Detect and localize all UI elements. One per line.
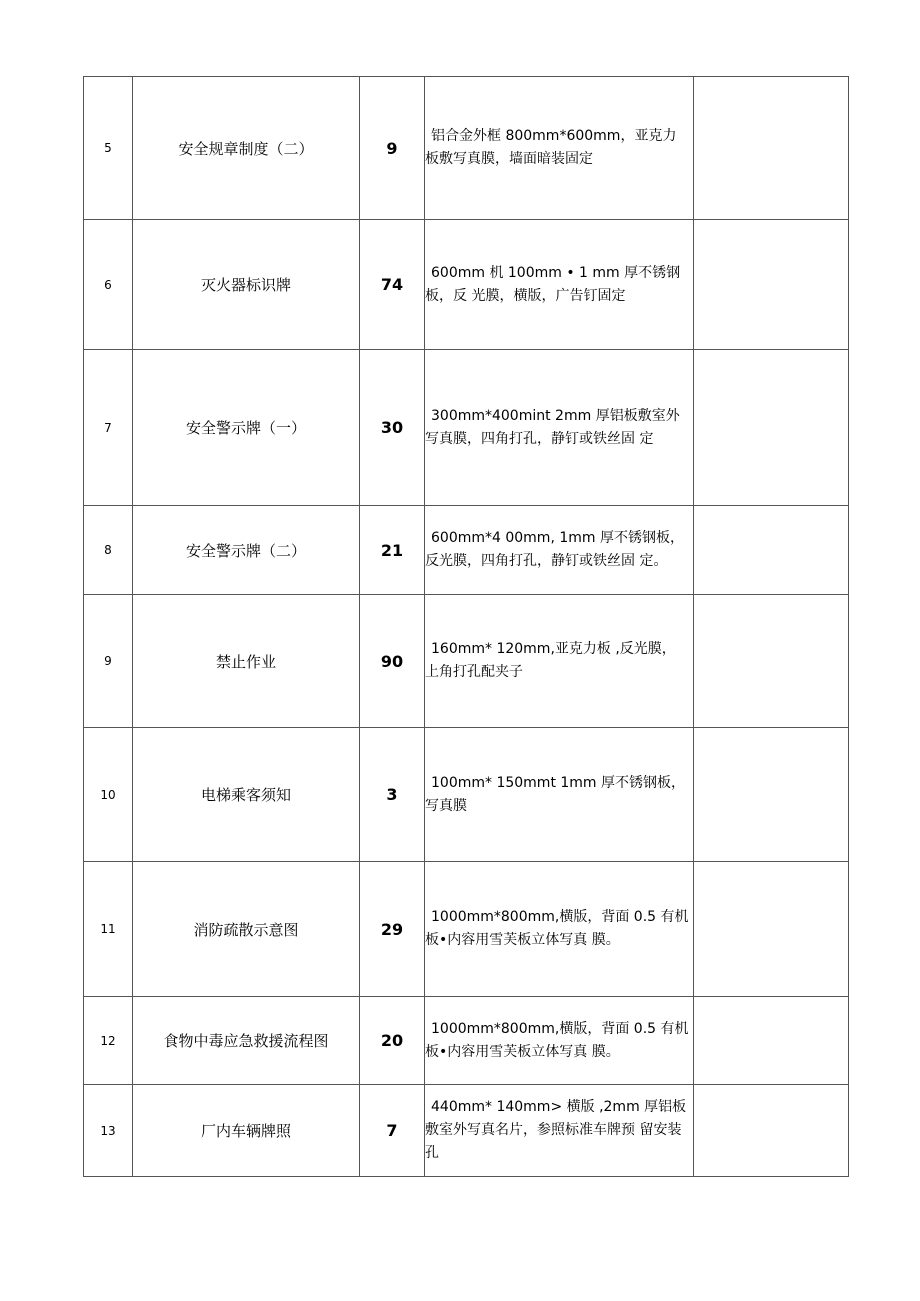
table-row — [84, 862, 849, 997]
item-quantity: 29 — [360, 862, 425, 997]
spec-text: 440mm* 140mm> 横版 ,2mm 厚铝板 敷室外写真名片，参照标准车牌预 留安装孔 — [425, 1099, 687, 1161]
item-quantity: 9 — [360, 77, 425, 220]
item-specification — [425, 77, 694, 220]
item-note — [694, 1085, 849, 1177]
spec-text: 1000mm*800mm,横版，背面 0.5 有机板•内容用雪芙板立体写真 膜。 — [425, 909, 689, 948]
item-quantity: 30 — [360, 350, 425, 506]
item-note — [694, 350, 849, 506]
item-specification — [425, 220, 694, 350]
item-specification — [425, 350, 694, 506]
spec-text: 100mm* 150mmt 1mm 厚不锈钢板， 写真膜 — [425, 774, 686, 814]
item-name: 禁止作业 — [133, 595, 360, 728]
item-note — [694, 220, 849, 350]
item-name: 厂内车辆牌照 — [133, 1085, 360, 1177]
item-note — [694, 862, 849, 997]
spec-text: 300mm*400mint 2mm 厚铝板敷室外 写真膜，四角打孔，静钉或铁丝固 定 — [425, 407, 680, 447]
item-specification — [425, 728, 694, 862]
table-row — [84, 595, 849, 728]
row-number: 10 — [84, 728, 133, 862]
item-specification — [425, 506, 694, 595]
row-number: 7 — [84, 350, 133, 506]
item-quantity: 7 — [360, 1085, 425, 1177]
item-name: 安全警示牌（一） — [133, 350, 360, 506]
item-specification — [425, 862, 694, 997]
item-specification — [425, 997, 694, 1085]
item-name: 安全规章制度（二） — [133, 77, 360, 220]
spec-text: 600mm*4 00mm, 1mm 厚不锈钢板， 反光膜，四角打孔，静钉或铁丝固 定。 — [425, 530, 684, 569]
row-number: 13 — [84, 1085, 133, 1177]
row-number: 5 — [84, 77, 133, 220]
item-note — [694, 595, 849, 728]
item-note — [694, 506, 849, 595]
table-row — [84, 997, 849, 1085]
specification-table — [83, 76, 849, 1177]
row-number: 6 — [84, 220, 133, 350]
item-specification — [425, 1085, 694, 1177]
item-name: 消防疏散示意图 — [133, 862, 360, 997]
item-note — [694, 728, 849, 862]
table-row — [84, 506, 849, 595]
table-row — [84, 728, 849, 862]
table-row — [84, 220, 849, 350]
item-note — [694, 997, 849, 1085]
spec-text: 铝合金外框 800mm*600mm，亚克力 板敷写真膜，墙面暗装固定 — [425, 128, 677, 167]
item-quantity: 74 — [360, 220, 425, 350]
item-quantity: 90 — [360, 595, 425, 728]
table-row — [84, 77, 849, 220]
item-name: 安全警示牌（二） — [133, 506, 360, 595]
item-quantity: 21 — [360, 506, 425, 595]
spec-text: 1000mm*800mm,横版，背面 0.5 有机板•内容用雪芙板立体写真 膜。 — [425, 1020, 689, 1060]
table-row — [84, 350, 849, 506]
item-note — [694, 77, 849, 220]
item-name: 灭火器标识牌 — [133, 220, 360, 350]
row-number: 8 — [84, 506, 133, 595]
row-number: 9 — [84, 595, 133, 728]
item-quantity: 3 — [360, 728, 425, 862]
item-name: 电梯乘客须知 — [133, 728, 360, 862]
row-number: 12 — [84, 997, 133, 1085]
spec-text: 160mm* 120mm,亚克力板 ,反光膜， 上角打孔配夹子 — [425, 641, 676, 680]
item-specification — [425, 595, 694, 728]
spec-text: 600mm 机 100mm • 1 mm 厚不锈钢板，反 光膜，横版，广告钉固定 — [425, 264, 681, 304]
item-name: 食物中毒应急救援流程图 — [133, 997, 360, 1085]
item-quantity: 20 — [360, 997, 425, 1085]
row-number: 11 — [84, 862, 133, 997]
table-row — [84, 1085, 849, 1177]
